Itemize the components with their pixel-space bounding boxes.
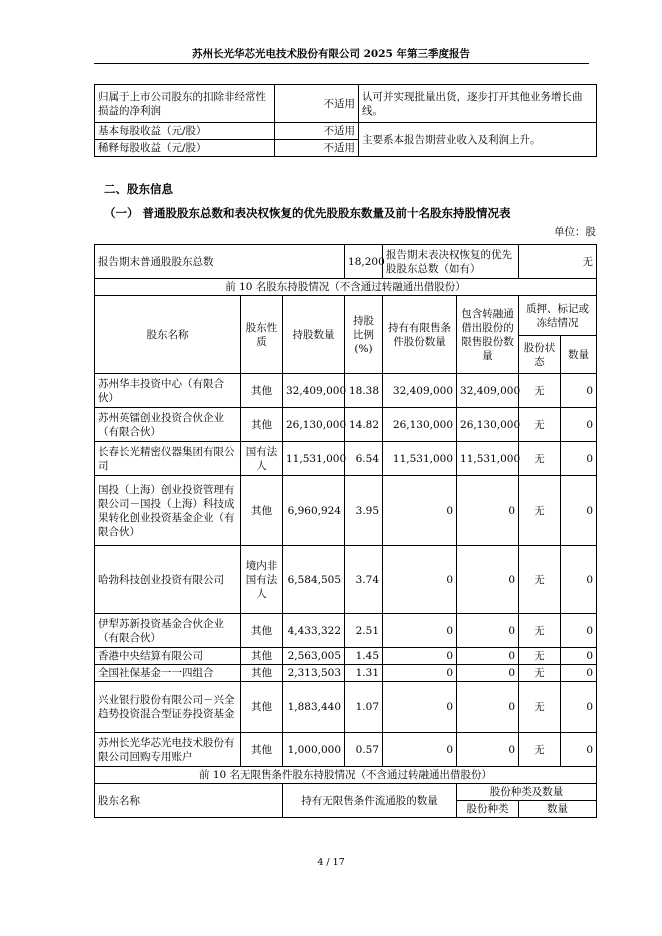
holder-ratio: 2.51 <box>345 614 383 648</box>
holder-pledge-qty: 0 <box>561 665 597 682</box>
holder-shares: 26,130,000 <box>283 408 345 442</box>
holder-nature: 其他 <box>241 733 283 767</box>
col-header-pledge-qty: 数量 <box>561 336 597 374</box>
holder-lent: 0 <box>457 682 519 733</box>
table-row <box>95 374 597 408</box>
holder-shares: 2,313,503 <box>283 665 345 682</box>
col-header-nature: 股东性质 <box>241 296 283 374</box>
table-header-row <box>95 784 597 801</box>
table-row <box>95 476 597 546</box>
col-header-pledge-status: 股份状态 <box>519 336 561 374</box>
note-cell: 认可并实现批量出货，逐步打开其他业务增长曲线。 <box>359 85 597 123</box>
row-label: 基本每股收益（元/股） <box>95 123 275 140</box>
unit-label: 单位：股 <box>554 226 596 238</box>
table-row <box>95 546 597 614</box>
holder-pledge-qty: 0 <box>561 682 597 733</box>
financial-indicators-table <box>94 84 597 157</box>
table-row <box>95 85 597 123</box>
total-holders-label: 报告期末普通股股东总数 <box>95 245 345 279</box>
holder-ratio: 3.95 <box>345 476 383 546</box>
preferred-holders-label: 报告期末表决权恢复的优先股股东总数（如有） <box>383 245 519 279</box>
holder-shares: 2,563,005 <box>283 648 345 665</box>
unrestricted-header-count: 持有无限售条件流通股的数量 <box>283 784 457 818</box>
holder-pledge-status: 无 <box>519 665 561 682</box>
holder-pledge-qty: 0 <box>561 442 597 476</box>
holder-pledge-qty: 0 <box>561 408 597 442</box>
holder-name: 苏州华丰投资中心（有限合伙） <box>95 374 241 408</box>
holder-name: 香港中央结算有限公司 <box>95 648 241 665</box>
holder-shares: 1,883,440 <box>283 682 345 733</box>
shareholder-table <box>94 244 597 818</box>
holder-ratio: 3.74 <box>345 546 383 614</box>
holder-pledge-qty: 0 <box>561 476 597 546</box>
holder-ratio: 18.38 <box>345 374 383 408</box>
holder-restricted: 26,130,000 <box>383 408 457 442</box>
holder-restricted: 0 <box>383 614 457 648</box>
holder-shares: 6,960,924 <box>283 476 345 546</box>
holder-restricted: 0 <box>383 665 457 682</box>
col-header-pledge: 质押、标记或冻结情况 <box>519 296 597 336</box>
holder-name: 苏州英镭创业投资合伙企业（有限合伙） <box>95 408 241 442</box>
col-header-ratio: 持股比例(%) <box>345 296 383 374</box>
table-row <box>95 767 597 784</box>
table-row <box>95 733 597 767</box>
shareholder-rows <box>95 374 597 767</box>
holder-pledge-status: 无 <box>519 476 561 546</box>
holder-lent: 0 <box>457 733 519 767</box>
holder-ratio: 1.31 <box>345 665 383 682</box>
holder-restricted: 0 <box>383 733 457 767</box>
holder-pledge-status: 无 <box>519 648 561 665</box>
unrestricted-caption: 前 10 名无限售条件股东持股情况（不含通过转融通出借股份） <box>95 767 597 784</box>
table-row <box>95 665 597 682</box>
holder-ratio: 1.07 <box>345 682 383 733</box>
table-row <box>95 123 597 140</box>
table-row <box>95 408 597 442</box>
unrestricted-header-qty: 数量 <box>519 801 597 818</box>
note-cell: 主要系本报告期营业收入及利润上升。 <box>359 123 597 157</box>
unrestricted-header-name: 股东名称 <box>95 784 283 818</box>
holder-restricted: 0 <box>383 648 457 665</box>
holder-restricted: 0 <box>383 682 457 733</box>
table-header-row <box>95 296 597 336</box>
holder-lent: 32,409,000 <box>457 374 519 408</box>
col-header-name: 股东名称 <box>95 296 241 374</box>
holder-restricted: 0 <box>383 546 457 614</box>
holder-pledge-status: 无 <box>519 614 561 648</box>
holder-lent: 0 <box>457 648 519 665</box>
col-header-restricted: 持有有限售条件股份数量 <box>383 296 457 374</box>
holder-restricted: 0 <box>383 476 457 546</box>
holder-lent: 11,531,000 <box>457 442 519 476</box>
holder-pledge-status: 无 <box>519 408 561 442</box>
holder-lent: 0 <box>457 614 519 648</box>
holder-pledge-qty: 0 <box>561 614 597 648</box>
row-label: 归属于上市公司股东的扣除非经常性损益的净利润 <box>95 85 275 123</box>
holder-name: 苏州长光华芯光电技术股份有限公司回购专用账户 <box>95 733 241 767</box>
holder-shares: 11,531,000 <box>283 442 345 476</box>
subsection-title: （一） 普通股股东总数和表决权恢复的优先股股东数量及前十名股东持股情况表 <box>104 206 511 220</box>
row-value: 不适用 <box>275 123 359 140</box>
holder-lent: 0 <box>457 665 519 682</box>
section-title: 二、股东信息 <box>104 182 173 196</box>
top10-caption: 前 10 名股东持股情况（不含通过转融通出借股份） <box>95 279 597 296</box>
holder-nature: 其他 <box>241 476 283 546</box>
holder-shares: 6,584,505 <box>283 546 345 614</box>
report-header: 苏州长光华芯光电技术股份有限公司 2025 年第三季度报告 <box>191 48 471 60</box>
holder-pledge-status: 无 <box>519 733 561 767</box>
holder-name: 伊犁苏新投资基金合伙企业（有限合伙） <box>95 614 241 648</box>
holder-lent: 0 <box>457 546 519 614</box>
holder-name: 长春长光精密仪器集团有限公司 <box>95 442 241 476</box>
holder-restricted: 11,531,000 <box>383 442 457 476</box>
col-header-lent: 包含转融通借出股份的限售股份数量 <box>457 296 519 374</box>
col-header-shares: 持股数量 <box>283 296 345 374</box>
holder-ratio: 14.82 <box>345 408 383 442</box>
row-value: 不适用 <box>275 140 359 157</box>
holder-name: 哈勃科技创业投资有限公司 <box>95 546 241 614</box>
table-row <box>95 245 597 279</box>
holder-nature: 其他 <box>241 648 283 665</box>
holder-nature: 国有法人 <box>241 442 283 476</box>
holder-shares: 1,000,000 <box>283 733 345 767</box>
table-row <box>95 614 597 648</box>
holder-nature: 其他 <box>241 665 283 682</box>
row-label: 稀释每股收益（元/股） <box>95 140 275 157</box>
preferred-holders-value: 无 <box>519 245 597 279</box>
holder-nature: 其他 <box>241 408 283 442</box>
holder-pledge-status: 无 <box>519 682 561 733</box>
holder-pledge-status: 无 <box>519 546 561 614</box>
total-holders-value: 18,200 <box>345 245 383 279</box>
unrestricted-header-class-group: 股份种类及数量 <box>457 784 597 801</box>
holder-pledge-qty: 0 <box>561 648 597 665</box>
holder-ratio: 0.57 <box>345 733 383 767</box>
holder-shares: 4,433,322 <box>283 614 345 648</box>
holder-lent: 26,130,000 <box>457 408 519 442</box>
holder-name: 兴业银行股份有限公司－兴全趋势投资混合型证券投资基金 <box>95 682 241 733</box>
holder-shares: 32,409,000 <box>283 374 345 408</box>
row-value: 不适用 <box>275 85 359 123</box>
holder-pledge-qty: 0 <box>561 546 597 614</box>
holder-pledge-status: 无 <box>519 442 561 476</box>
holder-name: 国投（上海）创业投资管理有限公司－国投（上海）科技成果转化创业投资基金企业（有限合伙） <box>95 476 241 546</box>
header-rule <box>94 63 589 64</box>
holder-nature: 其他 <box>241 682 283 733</box>
table-row <box>95 279 597 296</box>
holder-pledge-qty: 0 <box>561 733 597 767</box>
holder-name: 全国社保基金一一四组合 <box>95 665 241 682</box>
unrestricted-header-class: 股份种类 <box>457 801 519 818</box>
holder-lent: 0 <box>457 476 519 546</box>
table-row <box>95 648 597 665</box>
holder-nature: 其他 <box>241 374 283 408</box>
table-row <box>95 442 597 476</box>
holder-nature: 其他 <box>241 614 283 648</box>
holder-pledge-qty: 0 <box>561 374 597 408</box>
table-row <box>95 682 597 733</box>
holder-ratio: 1.45 <box>345 648 383 665</box>
page-number: 4 / 17 <box>317 857 345 868</box>
holder-pledge-status: 无 <box>519 374 561 408</box>
holder-ratio: 6.54 <box>345 442 383 476</box>
holder-restricted: 32,409,000 <box>383 374 457 408</box>
holder-nature: 境内非国有法人 <box>241 546 283 614</box>
